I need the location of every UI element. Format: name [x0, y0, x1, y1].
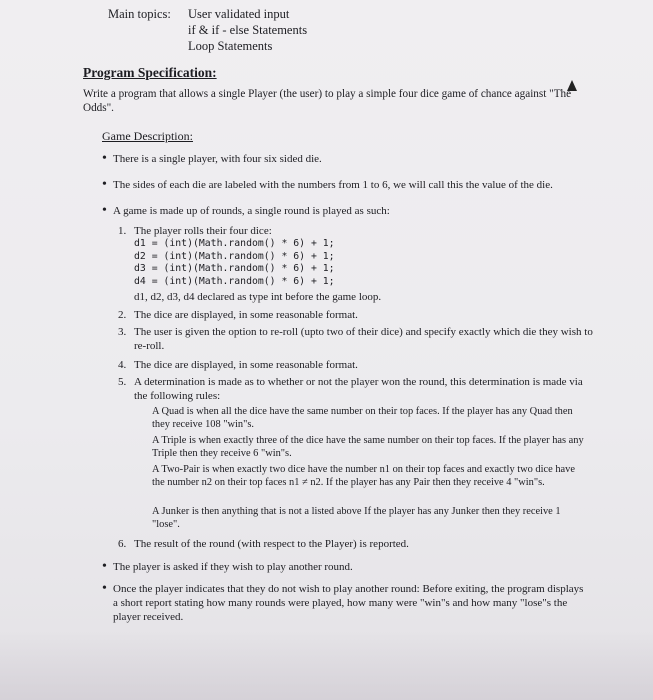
list-item: A game is made up of rounds, a single round is played as such: — [113, 205, 390, 217]
step-text: A determination is made as to whether or not the player won the round, this determination is made via the following rules: — [134, 376, 583, 402]
step-number: 1. — [118, 225, 127, 237]
rule-quad: A Quad is when all the dice have the same number on their top faces. If the player has any Quad then they receive 108 "win"s. — [152, 406, 573, 431]
topic-item: if & if - else Statements — [188, 23, 308, 37]
step-number: 4. — [118, 359, 127, 371]
list-item: There is a single player, with four six sided die. — [113, 153, 322, 165]
bullet-icon: • — [102, 177, 107, 192]
main-topics-label: Main topics: — [108, 7, 171, 21]
main-topics-list — [188, 6, 307, 54]
step-text: The user is given the option to re-roll (upto two of their dice) and specify exactly which die they wish to re-roll. — [134, 326, 593, 352]
step-number: 3. — [118, 326, 127, 338]
step-text: The result of the round (with respect to the Player) is reported. — [134, 538, 409, 550]
program-specification-heading: Program Specification: — [83, 65, 217, 80]
intro-paragraph: Write a program that allows a single Player (the user) to play a simple four dice game of chance against "The Odds". — [83, 88, 572, 114]
list-item: Once the player indicates that they do not wish to play another round: Before exiting, the program displays a short report stating how many rounds were played, how many were "win"s and how many "lose"s the player received. — [113, 583, 584, 623]
step-text: The dice are displayed, in some reasonable format. — [134, 309, 358, 321]
bullet-icon: • — [102, 151, 107, 166]
step-number: 5. — [118, 376, 127, 388]
step-number: 6. — [118, 538, 127, 550]
game-description-heading: Game Description: — [102, 129, 193, 143]
rule-triple: A Triple is when exactly three of the dice have the same number on their top faces. If the player has any Triple then they receive 6 "win"s. — [152, 435, 584, 460]
topic-item: Loop Statements — [188, 39, 273, 53]
list-item: The player is asked if they wish to play another round. — [113, 561, 353, 573]
step-text: The dice are displayed, in some reasonable format. — [134, 359, 358, 371]
step-text: d1, d2, d3, d4 declared as type int before the game loop. — [134, 291, 382, 303]
step-number: 2. — [118, 309, 127, 321]
bullet-icon: • — [102, 203, 107, 218]
code-line: d3 = (int)(Math.random() * 6) + 1; — [134, 263, 335, 274]
code-line: d2 = (int)(Math.random() * 6) + 1; — [134, 250, 335, 262]
bullet-icon: • — [102, 559, 107, 574]
code-line: d4 = (int)(Math.random() * 6) + 1; — [134, 275, 335, 287]
bullet-icon: • — [102, 581, 107, 596]
code-block — [134, 238, 335, 288]
list-item: The sides of each die are labeled with the numbers from 1 to 6, we will call this the value of the die. — [113, 179, 553, 191]
code-line: d1 = (int)(Math.random() * 6) + 1; — [134, 238, 335, 249]
rule-two-pair: A Two-Pair is when exactly two dice have the number n1 on their top faces and exactly two dice have the number n2 on their top faces n1 ≠ n2. If the player has any Pair then they receive 4 "win"s. — [152, 464, 575, 489]
photo-shadow — [0, 630, 653, 700]
topic-item: User validated input — [188, 7, 290, 21]
step-text: The player rolls their four dice: — [134, 225, 272, 237]
rule-junker: A Junker is then anything that is not a listed above If the player has any Junker then they receive 1 "lose". — [152, 506, 561, 531]
